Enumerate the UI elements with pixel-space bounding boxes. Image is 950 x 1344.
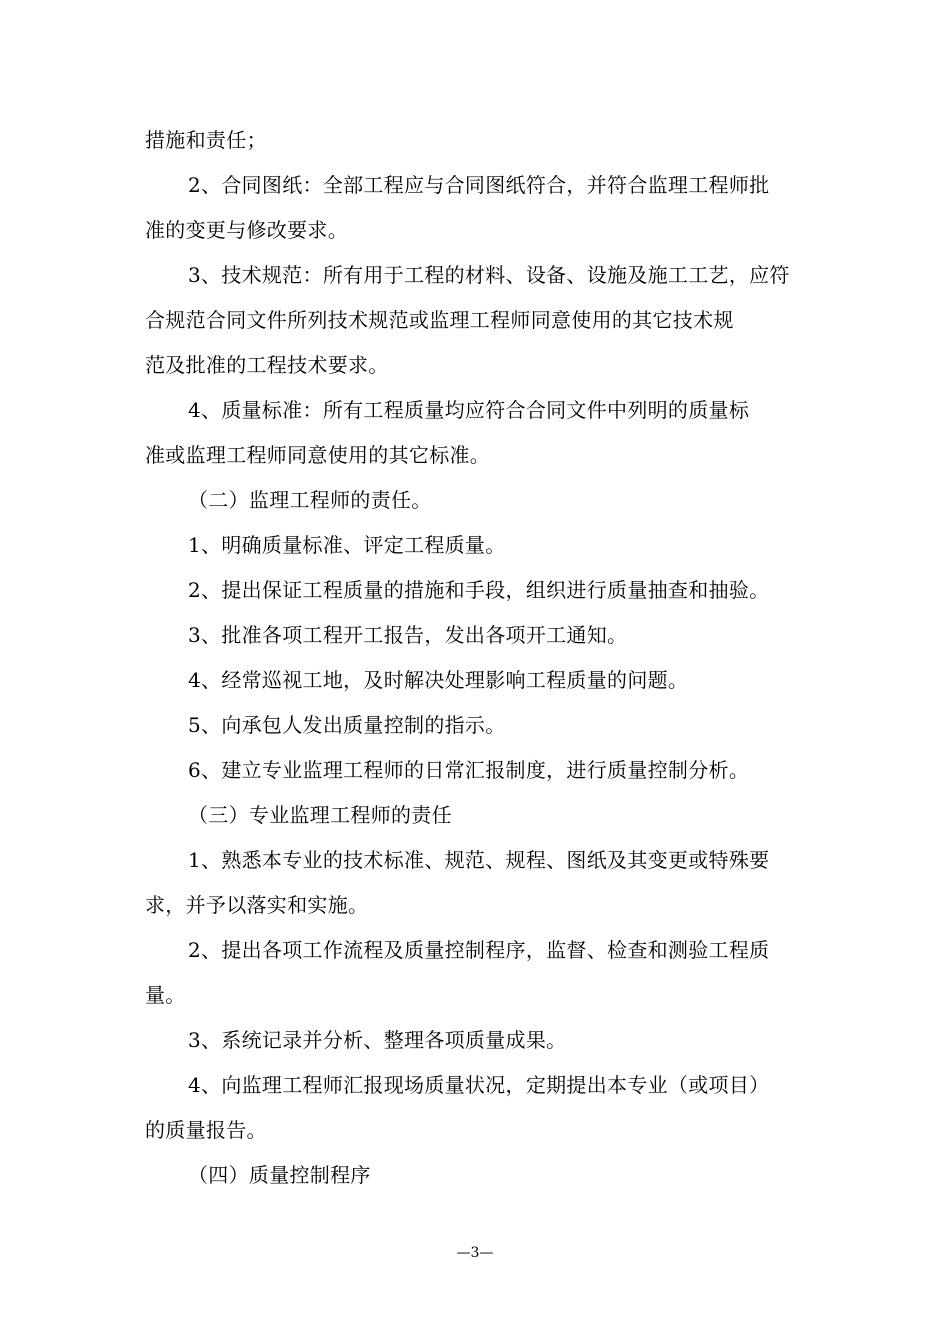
text-line: 准或监理工程师同意使用的其它标准。 [145, 443, 491, 467]
section-heading: （四）质量控制程序 [188, 1163, 371, 1187]
text-line: 4、质量标准：所有工程质量均应符合合同文件中列明的质量标 [188, 398, 750, 422]
text-line: 2、提出各项工作流程及质量控制程序，监督、检查和测验工程质 [188, 938, 770, 962]
text-line: 2、提出保证工程质量的措施和手段，组织进行质量抽查和抽验。 [188, 578, 770, 602]
text-line: 措施和责任； [145, 128, 267, 152]
text-line: 合规范合同文件所列技术规范或监理工程师同意使用的其它技术规 [145, 308, 734, 332]
text-line: 1、熟悉本专业的技术标准、规范、规程、图纸及其变更或特殊要 [188, 848, 770, 872]
text-line: 5、向承包人发出质量控制的指示。 [188, 713, 506, 737]
text-line: 4、向监理工程师汇报现场质量状况，定期提出本专业（或项目） [188, 1073, 770, 1097]
section-heading: （二）监理工程师的责任。 [188, 488, 432, 512]
text-line: 3、批准各项工程开工报告，发出各项开工通知。 [188, 623, 628, 647]
text-line: 4、经常巡视工地，及时解决处理影响工程质量的问题。 [188, 668, 689, 692]
text-line: 2、合同图纸：全部工程应与合同图纸符合，并符合监理工程师批 [188, 173, 770, 197]
section-heading: （三）专业监理工程师的责任 [188, 803, 452, 827]
text-line: 3、技术规范：所有用于工程的材料、设备、设施及施工工艺，应符 [188, 263, 790, 287]
text-line: 1、明确质量标准、评定工程质量。 [188, 533, 506, 557]
text-line: 的质量报告。 [145, 1118, 267, 1142]
text-line: 求，并予以落实和实施。 [145, 893, 369, 917]
text-line: 3、系统记录并分析、整理各项质量成果。 [188, 1028, 567, 1052]
text-line: 6、建立专业监理工程师的日常汇报制度，进行质量控制分析。 [188, 758, 750, 782]
page-number: —3— [456, 1245, 494, 1261]
text-line: 准的变更与修改要求。 [145, 218, 348, 242]
text-line: 量。 [145, 983, 186, 1007]
text-line: 范及批准的工程技术要求。 [145, 353, 389, 377]
